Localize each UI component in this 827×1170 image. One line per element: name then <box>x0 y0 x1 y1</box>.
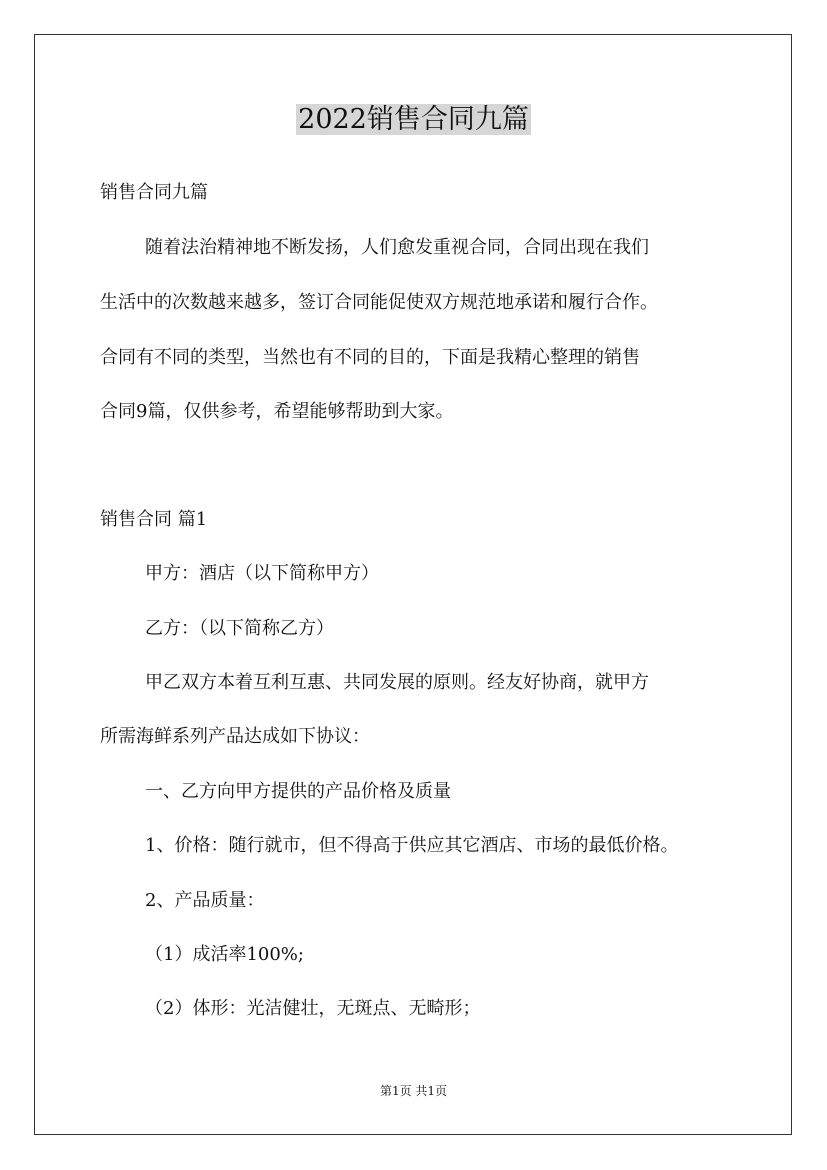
item-2: 2、产品质量： <box>145 890 265 911</box>
page-footer: 第1页 共1页 <box>379 1084 448 1098</box>
intro-line-2: 生活中的次数越来越多，签订合同能促使双方规范地承诺和履行合作。 <box>100 292 658 313</box>
agreement-line-1: 甲乙双方本着互利互惠、共同发展的原则。经友好协商，就甲方 <box>145 672 649 693</box>
document-title-text: 2022销售合同九篇 <box>298 104 529 135</box>
intro-line-1: 随着法治精神地不断发扬，人们愈发重视合同，合同出现在我们 <box>145 237 649 258</box>
clause-1: 一、乙方向甲方提供的产品价格及质量 <box>145 781 451 802</box>
intro-heading: 销售合同九篇 <box>100 182 208 203</box>
intro-line-4: 合同9篇，仅供参考，希望能够帮助到大家。 <box>100 401 454 422</box>
intro-line-3: 合同有不同的类型，当然也有不同的目的，下面是我精心整理的销售 <box>100 347 640 368</box>
section-heading: 销售合同 篇1 <box>100 509 208 530</box>
item-1: 1、价格：随行就市，但不得高于供应其它酒店、市场的最低价格。 <box>145 835 679 856</box>
sub-item-1: （1）成活率100%; <box>145 944 304 965</box>
document-title <box>0 100 827 140</box>
sub-item-2: （2）体形：光洁健壮，无斑点、无畸形； <box>145 998 481 1019</box>
party-b: 乙方：（以下简称乙方） <box>145 618 334 639</box>
party-a: 甲方：酒店（以下简称甲方） <box>145 563 379 584</box>
agreement-line-2: 所需海鲜系列产品达成如下协议： <box>100 726 370 747</box>
